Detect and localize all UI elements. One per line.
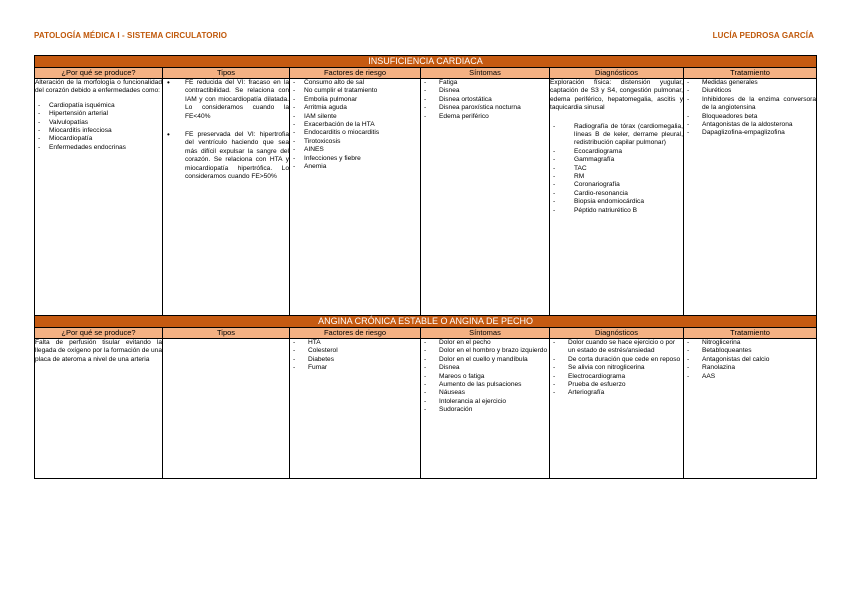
risk-factors-list bbox=[290, 79, 420, 171]
list-item: - AINES bbox=[290, 146, 420, 154]
list-item: - Bloqueadores beta bbox=[684, 113, 816, 121]
list-item: - Intolerancia al ejercicio bbox=[421, 398, 549, 406]
list-item: - Tirotoxicosis bbox=[290, 138, 420, 146]
list-item: - Prueba de esfuerzo bbox=[550, 381, 683, 389]
list-item: - Disnea bbox=[421, 364, 549, 372]
column-header-treatment: Tratamiento bbox=[684, 328, 817, 339]
causes-list bbox=[35, 102, 162, 152]
list-item: - RM bbox=[550, 173, 683, 181]
list-item: - Antagonistas de la aldosterona bbox=[684, 121, 816, 129]
diag-intro: Exploración física: distensión yugular, captación de S3 y S4, congestión pulmonar, edema periférico, hepatomegalia, ascitis y taquicardia sinusal bbox=[550, 79, 683, 112]
column-header-treatment: Tratamiento bbox=[684, 68, 817, 79]
list-item: - Hipertensión arterial bbox=[35, 110, 162, 118]
list-item: - Colesterol bbox=[290, 347, 420, 355]
risk-factors-list bbox=[290, 339, 420, 373]
list-item: - Anemia bbox=[290, 163, 420, 171]
diagnostics-list bbox=[550, 339, 683, 398]
list-item: - Ranolazina bbox=[684, 364, 816, 372]
cell-treatment bbox=[684, 79, 817, 321]
cell-symptoms bbox=[421, 339, 550, 479]
list-item: - Péptido natriurético B bbox=[550, 207, 683, 215]
list-item: - Se alivia con nitroglicerina bbox=[550, 364, 683, 372]
list-item: - Consumo alto de sal bbox=[290, 79, 420, 87]
column-header-risk-factors: Factores de riesgo bbox=[290, 68, 421, 79]
list-item: - Coronariografía bbox=[550, 181, 683, 189]
list-item: • FE preservada del VI: hipertrofia del ventrículo haciendo que sea más difícil expulsar la sangre del corazón. Se relaciona con HTA y miocardiopatía hipertrófica. Lo consideramos cuando FE>50% bbox=[163, 131, 289, 181]
cell-diagnostics bbox=[550, 79, 684, 321]
list-item: - Sudoración bbox=[421, 406, 549, 414]
list-item: - Exacerbación de la HTA bbox=[290, 121, 420, 129]
cell-risk-factors bbox=[290, 79, 421, 321]
column-header-symptoms: Síntomas bbox=[421, 328, 550, 339]
list-item: - Gammagrafía bbox=[550, 156, 683, 164]
column-header-risk-factors: Factores de riesgo bbox=[290, 328, 421, 339]
list-item: - Disnea bbox=[421, 87, 549, 95]
cell-types bbox=[163, 339, 290, 479]
list-item: - Cardio-resonancia bbox=[550, 190, 683, 198]
cell-risk-factors bbox=[290, 339, 421, 479]
list-item: - Valvulopatías bbox=[35, 119, 162, 127]
list-item: - Disnea paroxística nocturna bbox=[421, 104, 549, 112]
list-item: - Dapaglizofina-empaglizofina bbox=[684, 129, 816, 137]
column-header-why: ¿Por qué se produce? bbox=[35, 68, 163, 79]
document-header-left: PATOLOGÍA MÉDICA I - SISTEMA CIRCULATORIO bbox=[34, 31, 228, 40]
angina-table bbox=[34, 315, 817, 479]
table-title: ANGINA CRÓNICA ESTABLE O ANGINA DE PECHO bbox=[35, 316, 817, 328]
column-header-why: ¿Por qué se produce? bbox=[35, 328, 163, 339]
list-item: - Nitroglicerina bbox=[684, 339, 816, 347]
list-item: - Embolia pulmonar bbox=[290, 96, 420, 104]
list-item: - Fatiga bbox=[421, 79, 549, 87]
list-item: - Dolor en el hombro y brazo izquierdo bbox=[421, 347, 549, 355]
list-item: - Dolor cuando se hace ejercicio o por un estado de estrés/ansiedad bbox=[550, 339, 683, 356]
list-item: - Náuseas bbox=[421, 389, 549, 397]
list-item: - No cumplir el tratamiento bbox=[290, 87, 420, 95]
list-item: - Edema periférico bbox=[421, 113, 549, 121]
list-item: - Biopsia endomiocárdica bbox=[550, 198, 683, 206]
list-item: - Medidas generales bbox=[684, 79, 816, 87]
column-header-types: Tipos bbox=[163, 328, 290, 339]
why-intro: Falta de perfusión tisular evitando la llegada de oxígeno por la formación de una placa de ateroma a nivel de una arteria bbox=[35, 339, 162, 363]
symptoms-list bbox=[421, 79, 549, 121]
list-item: - HTA bbox=[290, 339, 420, 347]
document-header-right: LUCÍA PEDROSA GARCÍA bbox=[712, 31, 814, 40]
why-intro: Alteración de la morfología o funcionalidad del corazón debido a enfermedades como: bbox=[35, 79, 162, 95]
list-item: - Dolor en el cuello y mandíbula bbox=[421, 356, 549, 364]
treatment-list bbox=[684, 339, 816, 381]
cell-treatment bbox=[684, 339, 817, 479]
list-item: - Diuréticos bbox=[684, 87, 816, 95]
list-item: - Aumento de las pulsaciones bbox=[421, 381, 549, 389]
column-header-diagnostics: Diagnósticos bbox=[550, 68, 684, 79]
list-item: - Inhibidores de la enzima conversora de la angiotensina bbox=[684, 96, 816, 113]
list-item: - Betabloqueantes bbox=[684, 347, 816, 355]
list-item: - Dolor en el pecho bbox=[421, 339, 549, 347]
list-item: - Enfermedades endocrinas bbox=[35, 144, 162, 152]
list-item: - Miocardiopatía bbox=[35, 135, 162, 143]
list-item: • FE reducida del VI: fracaso en la contractibilidad. Se relaciona con IAM y con miocardiopatía dilatada. Lo consideramos cuando la FE<40% bbox=[163, 79, 289, 121]
list-item: - Electrocardiograma bbox=[550, 373, 683, 381]
list-item: - Diabetes bbox=[290, 356, 420, 364]
list-item: - Antagonistas del calcio bbox=[684, 356, 816, 364]
cell-types bbox=[163, 79, 290, 321]
list-item: - Ecocardiograma bbox=[550, 148, 683, 156]
diagnostics-list bbox=[550, 123, 683, 215]
cell-diagnostics bbox=[550, 339, 684, 479]
list-item: - Arritmia aguda bbox=[290, 104, 420, 112]
symptoms-list bbox=[421, 339, 549, 415]
list-item: - Disnea ortostática bbox=[421, 96, 549, 104]
list-item: - Mareos o fatiga bbox=[421, 373, 549, 381]
list-item: - IAM silente bbox=[290, 113, 420, 121]
list-item: - De corta duración que cede en reposo bbox=[550, 356, 683, 364]
column-header-types: Tipos bbox=[163, 68, 290, 79]
column-header-diagnostics: Diagnósticos bbox=[550, 328, 684, 339]
list-item: - Endocarditis o miocarditis bbox=[290, 129, 420, 137]
list-item: - AAS bbox=[684, 373, 816, 381]
list-item: - Infecciones y fiebre bbox=[290, 155, 420, 163]
list-item: - Arteriografía bbox=[550, 389, 683, 397]
types-list bbox=[163, 79, 289, 181]
list-item: - Radiografía de tórax (cardiomegalia, líneas B de keler, derrame pleural, redistribución capilar pulmonar) bbox=[550, 123, 683, 148]
list-item: - Fumar bbox=[290, 364, 420, 372]
heart-failure-table bbox=[34, 55, 817, 321]
cell-why bbox=[35, 79, 163, 321]
treatment-list bbox=[684, 79, 816, 138]
list-item: - Miocarditis infecciosa bbox=[35, 127, 162, 135]
cell-symptoms bbox=[421, 79, 550, 321]
list-item: - TAC bbox=[550, 165, 683, 173]
table-title: INSUFICIENCIA CARDIACA bbox=[35, 56, 817, 68]
list-item: - Cardiopatía isquémica bbox=[35, 102, 162, 110]
column-header-symptoms: Síntomas bbox=[421, 68, 550, 79]
cell-why bbox=[35, 339, 163, 479]
